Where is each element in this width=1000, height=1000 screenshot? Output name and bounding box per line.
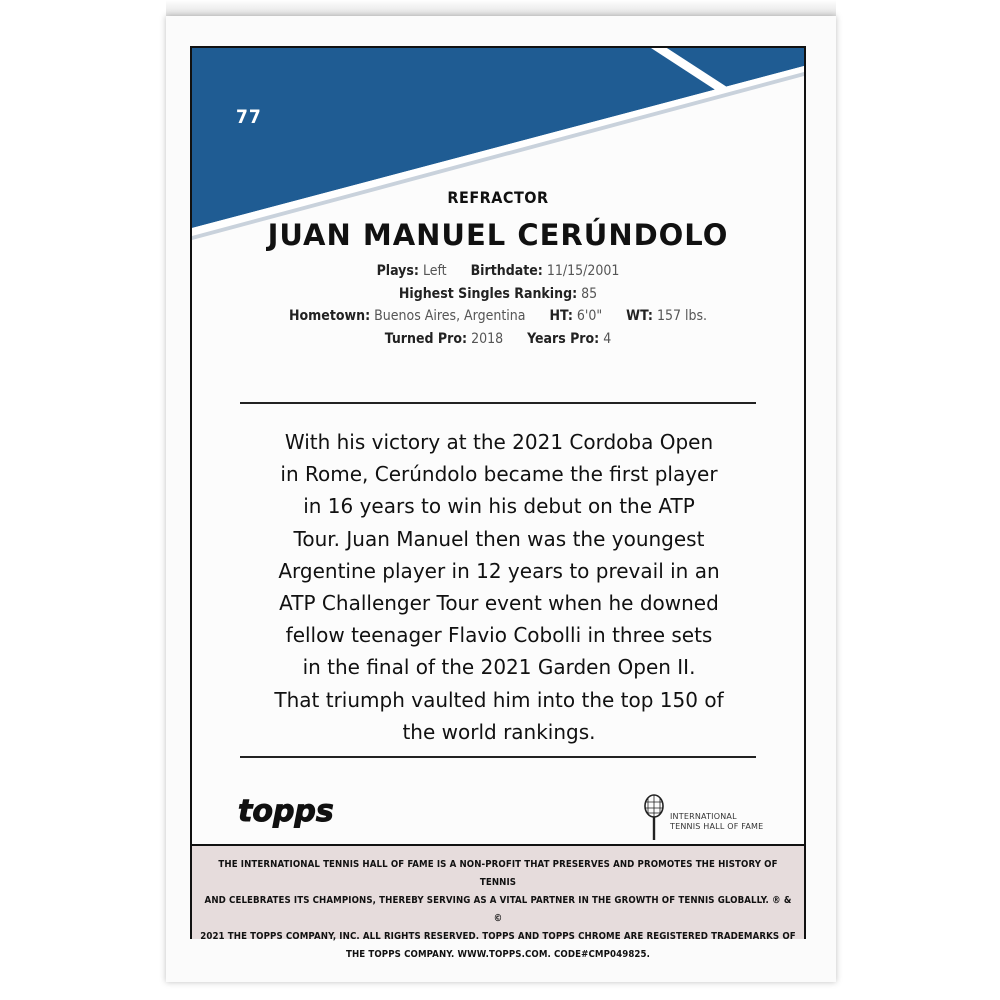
- birthdate-label: Birthdate:: [470, 263, 543, 279]
- ithf-logo-line2: TENNIS HALL OF FAME: [670, 822, 764, 831]
- turned-pro-value: 2018: [471, 330, 504, 347]
- player-bio: [246, 426, 752, 748]
- footer-line: AND CELEBRATES ITS CHAMPIONS, THEREBY SERVING AS A VITAL PARTNER IN THE GROWTH OF TENNIS GLOBALLY. ® & ©: [204, 895, 792, 924]
- years-pro-label: Years Pro:: [527, 330, 600, 347]
- ithf-logo-text: [670, 812, 763, 832]
- topps-logo-text: topps: [238, 794, 334, 829]
- footer-line: THE TOPPS COMPANY. WWW.TOPPS.COM. CODE#CMP049825.: [345, 949, 651, 960]
- hometown-label: Hometown:: [288, 308, 371, 324]
- bio-line: Tour. Juan Manuel then was the youngest: [293, 526, 705, 551]
- ithf-logo: [642, 794, 792, 850]
- bio-line: in Rome, Cerúndolo became the first player: [280, 462, 718, 487]
- bio-line: ATP Challenger Tour event when he downed: [279, 591, 719, 616]
- player-stats: [192, 260, 804, 350]
- bio-line: the world rankings.: [402, 719, 596, 744]
- bio-line: fellow teenager Flavio Cobolli in three sets: [285, 623, 713, 648]
- footer-line: 2021 THE TOPPS COMPANY, INC. ALL RIGHTS RESERVED. TOPPS AND TOPPS CHROME ARE REGISTERED TRADEMARKS OF: [200, 931, 796, 942]
- legal-footer: [192, 844, 804, 960]
- height-value: 6'0": [576, 308, 603, 324]
- player-name: JUAN MANUEL CERÚNDOLO: [267, 218, 729, 252]
- divider-top: [240, 402, 756, 404]
- topps-logo: [236, 790, 334, 830]
- birthdate-value: 11/15/2001: [546, 263, 620, 279]
- weight-value: 157 lbs.: [656, 308, 708, 324]
- hometown-value: Buenos Aires, Argentina: [374, 308, 526, 324]
- card-back: [190, 46, 806, 960]
- bio-line: Argentine player in 12 years to prevail in an: [278, 558, 720, 583]
- divider-bottom: [240, 756, 756, 758]
- plays-label: Plays:: [376, 263, 419, 279]
- bio-line: in the final of the 2021 Garden Open II.: [302, 655, 696, 680]
- turned-pro-label: Turned Pro:: [384, 330, 468, 347]
- height-label: HT:: [549, 308, 573, 324]
- bio-line: in 16 years to win his debut on the ATP: [303, 494, 695, 519]
- plays-value: Left: [422, 263, 447, 279]
- ithf-logo-line1: INTERNATIONAL: [670, 812, 737, 821]
- stats-row-2: [192, 283, 804, 306]
- bio-line: With his victory at the 2021 Cordoba Open: [284, 430, 714, 454]
- bio-line: That triumph vaulted him into the top 150 of: [274, 687, 724, 712]
- years-pro-value: 4: [603, 330, 612, 347]
- weight-label: WT:: [626, 308, 653, 324]
- stats-row-4: [192, 328, 804, 351]
- stats-row-1: [192, 260, 804, 283]
- ranking-label: Highest Singles Ranking:: [398, 285, 578, 302]
- footer-line: THE INTERNATIONAL TENNIS HALL OF FAME IS A NON-PROFIT THAT PRESERVES AND PROMOTES THE HISTORY OF TENNIS: [218, 859, 778, 888]
- card-number: 77: [236, 106, 262, 128]
- tennis-racket-icon: [642, 794, 666, 842]
- ranking-value: 85: [581, 285, 598, 302]
- parallel-label: REFRACTOR: [447, 188, 549, 207]
- stats-row-3: [192, 305, 804, 328]
